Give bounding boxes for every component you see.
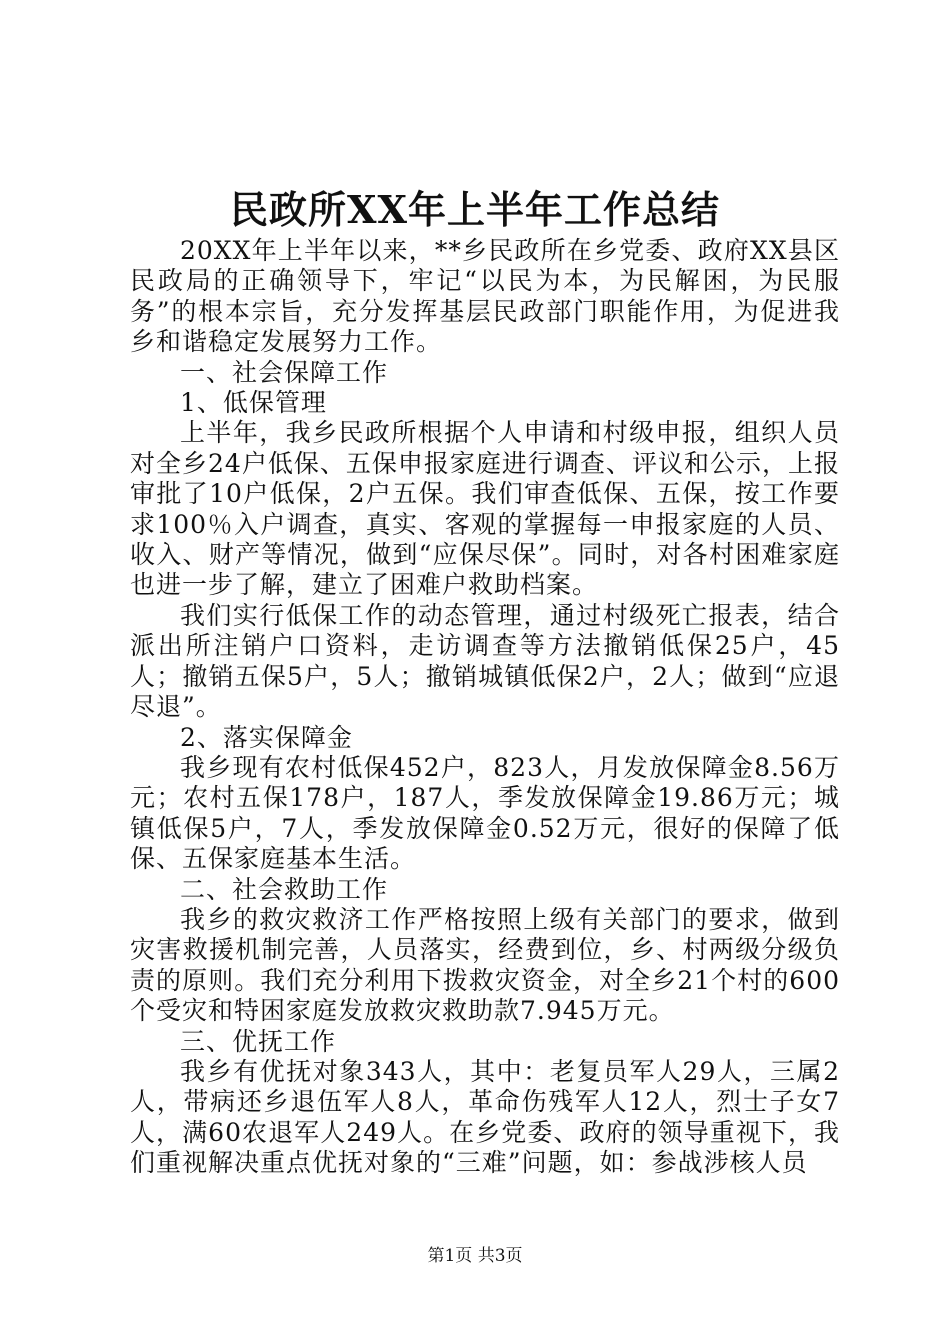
section-heading-special-care: 三、优抚工作 <box>180 1026 337 1056</box>
page-footer: 第1页 共3页 <box>427 1246 523 1266</box>
subheading-security-funds: 2、落实保障金 <box>180 722 353 752</box>
section-heading-social-security: 一、社会保障工作 <box>180 357 389 387</box>
subheading-minimum-living-management: 1、低保管理 <box>180 388 327 418</box>
paragraph-low-income-review: 上半年，我乡民政所根据个人申请和村级申报，组织人员对全乡24户低保、五保申报家庭进行调查、评议和公示，上报审批了10户低保，2户五保。我们审查低保、五保，按工作要求100％入户调查，真实、客观的掌握每一申报家庭的人员、收入、财产等情况，做到“应保尽保”。同时，对各村困难家庭也进一步了解，建立了困难户救助档案。 <box>130 418 840 600</box>
section-heading-social-assistance: 二、社会救助工作 <box>180 874 389 904</box>
paragraph-special-care: 我乡有优抚对象343人，其中：老复员军人29人，三属2人，带病还乡退伍军人8人，革命伤残军人12人，烈士子女7人，满60农退军人249人。在乡党委、政府的领导重视下，我们重视解决重点优抚对象的“三难”问题，如：参战涉核人员 <box>130 1056 840 1178</box>
intro-paragraph: 20XX年上半年以来，**乡民政所在乡党委、政府XX县区民政局的正确领导下，牢记“以民为本，为民解困，为民服务”的根本宗旨，充分发挥基层民政部门职能作用，为促进我乡和谐稳定发展努力工作。 <box>130 236 840 357</box>
paragraph-dynamic-management: 我们实行低保工作的动态管理，通过村级死亡报表，结合派出所注销户口资料，走访调查等方法撤销低保25户，45人；撤销五保5户，5人；撤销城镇低保2户，2人；做到“应退尽退”。 <box>130 600 840 722</box>
document-body <box>130 236 840 1179</box>
document-title: 民政所XX年上半年工作总结 <box>230 187 720 232</box>
paragraph-security-funds: 我乡现有农村低保452户，823人，月发放保障金8.56万元；农村五保178户，187人，季发放保障金19.86万元；城镇低保5户，7人，季发放保障金0.52万元，很好的保障了低保、五保家庭基本生活。 <box>130 752 840 874</box>
paragraph-disaster-relief: 我乡的救灾救济工作严格按照上级有关部门的要求，做到灾害救援机制完善，人员落实，经费到位，乡、村两级分级负责的原则。我们充分利用下拨救灾资金，对全乡21个村的600个受灾和特困家庭发放救灾救助款7.945万元。 <box>130 904 840 1026</box>
